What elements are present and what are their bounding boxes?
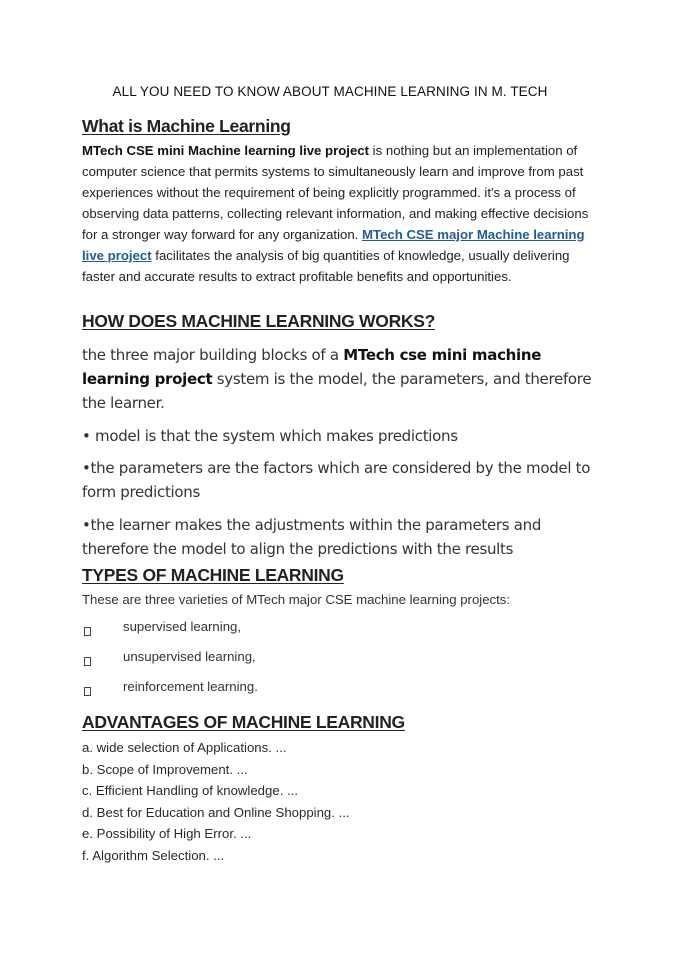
types-intro: These are three varieties of MTech major CSE machine learning projects: — [82, 592, 511, 607]
heading-what-is-ml: What is Machine Learning — [82, 116, 291, 136]
advantage-item: b. Scope of Improvement. ... — [82, 762, 248, 777]
paragraph-text: is nothing but an implementation of computer science that permits systems to simultaneously learn and improve from past experiences without the requirement of being explicitly programmed. it's a process of observing data patterns, collecting relevant information, and making effective decisions for a stronger way forward for any organization. — [82, 143, 589, 242]
bold-lead-text: MTech CSE mini Machine learning live project — [82, 143, 370, 158]
document-title: ALL YOU NEED TO KNOW ABOUT MACHINE LEARNING IN M. TECH — [112, 84, 548, 99]
heading-types-of-ml: TYPES OF MACHINE LEARNING — [82, 565, 344, 585]
paragraph-text-cont: facilitates the analysis of big quantities of knowledge, usually delivering faster and accurate results to extract profitable benefits and opportunities. — [82, 248, 570, 284]
advantage-item: e. Possibility of High Error. ... — [82, 826, 252, 841]
what-is-ml-paragraph — [82, 140, 602, 287]
advantage-item: a. wide selection of Applications. ... — [82, 740, 287, 755]
advantage-item: c. Efficient Handling of knowledge. ... — [82, 783, 299, 798]
bullet-icon — [84, 657, 91, 666]
bullet-icon — [84, 627, 91, 636]
intro-text: the three major building blocks of a — [82, 346, 344, 364]
point-learner: •the learner makes the adjustments within the parameters and therefore the model to align the predictions with the results — [82, 516, 542, 558]
type-item-supervised: supervised learning, — [123, 619, 242, 634]
intro-bold-text: MTech cse mini machine learning project — [82, 346, 542, 388]
advantage-item: f. Algorithm Selection. ... — [82, 848, 225, 863]
heading-advantages: ADVANTAGES OF MACHINE LEARNING — [82, 712, 405, 732]
bullet-icon — [84, 687, 91, 696]
intro-text-end: system is the model, the parameters, and therefore the learner. — [82, 370, 592, 412]
type-item-unsupervised: unsupervised learning, — [123, 649, 256, 664]
point-parameters: •the parameters are the factors which are considered by the model to form predictions — [82, 459, 591, 501]
major-project-link[interactable]: MTech CSE major Machine learning live project — [82, 227, 585, 263]
how-ml-works-intro — [82, 343, 592, 415]
point-model: • model is that the system which makes predictions — [82, 427, 458, 445]
advantage-item: d. Best for Education and Online Shopping. ... — [82, 805, 350, 820]
type-item-reinforcement: reinforcement learning. — [123, 679, 258, 694]
heading-how-ml-works: HOW DOES MACHINE LEARNING WORKS? — [82, 311, 436, 331]
